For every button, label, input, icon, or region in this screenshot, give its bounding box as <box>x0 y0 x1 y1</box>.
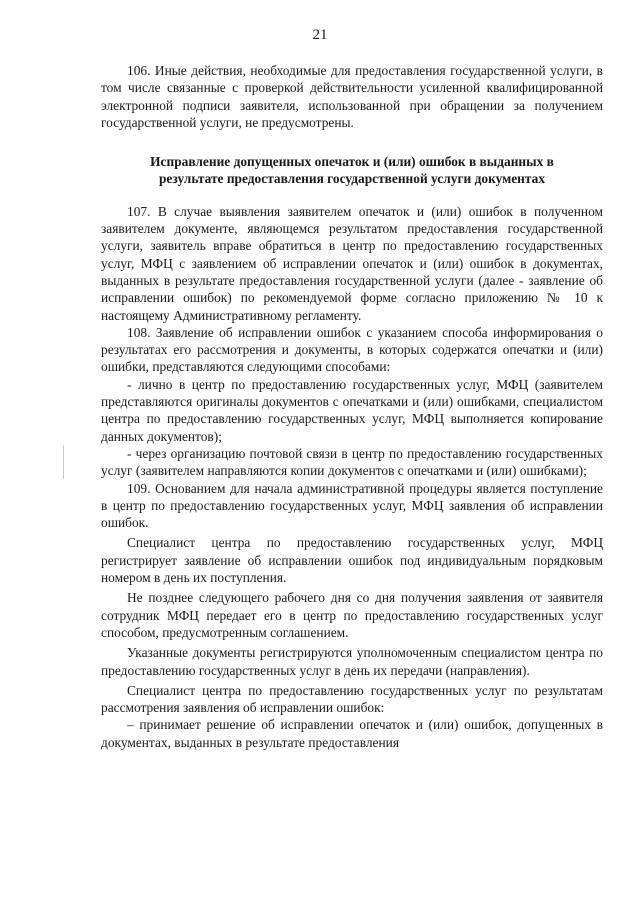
paragraph-specialist-review: Специалист центра по предоставлению государственных услуг по результатам рассмотрения заявления об исправлении ошибок: <box>101 682 603 716</box>
paragraph-transfer: Не позднее следующего рабочего дня со дня получения заявления от заявителя сотрудник МФЦ передает его в центр по предоставлению государственных услуг способом, предусмотренным соглашением. <box>101 590 603 640</box>
paragraph-108: 108. Заявление об исправлении ошибок с указанием способа информирования о результатах его рассмотрения и документы, в которых содержатся опечатки и (или) ошибки, представляются следующими способами: <box>101 324 603 375</box>
scan-margin-mark <box>63 445 64 479</box>
paragraph-107: 107. В случае выявления заявителем опечаток и (или) ошибок в полученном заявителем документе, являющемся результатом предоставления государственной услуги, заявитель вправе обратиться в центр по предоставлению государственных услуг, МФЦ с заявлением об исправлении опечаток и (или) ошибок в документах, выданных в результате предоставления государственной услуги (далее - заявление об исправлении ошибок) по рекомендуемой форме согласно приложению № 10 к настоящему Административному регламенту. <box>101 203 603 323</box>
paragraph-109: 109. Основанием для начала административной процедуры является поступление в центр по предоставлению государственных услуг, МФЦ заявления об исправлении ошибок. <box>101 480 603 531</box>
section-heading: Исправление допущенных опечаток и (или) ошибок в выданных в результате предоставления государственной услуги документах <box>150 154 554 187</box>
list-item: - лично в центр по предоставлению государственных услуг, МФЦ (заявителем представляются оригиналы документов с опечатками и (или) ошибками, специалистом центра по предоставлению государственных услуг, МФЦ выполняется копирование данных документов); <box>101 376 603 445</box>
submission-methods-list <box>101 376 603 480</box>
document-body <box>101 62 603 751</box>
paragraph-registration: Специалист центра по предоставлению государственных услуг, МФЦ регистрирует заявление об исправлении ошибок под индивидуальным порядковым номером в день их поступления. <box>101 535 603 586</box>
paragraph-documents-registration: Указанные документы регистрируются уполномоченным специалистом центра по предоставлению государственных услуг в день их передачи (направления). <box>101 645 603 678</box>
list-item: - через организацию почтовой связи в центр по предоставлению государственных услуг (заявителем направляются копии документов с опечатками и (или) ошибками); <box>101 445 603 480</box>
paragraph-106: 106. Иные действия, необходимые для предоставления государственной услуги, в том числе связанные с проверкой действительности усиленной квалифицированной электронной подписи заявителя, использованной при обращении за получением государственной услуги, не предусмотрены. <box>101 63 603 130</box>
paragraph-decision: – принимает решение об исправлении опечаток и (или) ошибок, допущенных в документах, выданных в результате предоставления <box>101 717 603 750</box>
page-number: 21 <box>312 27 328 43</box>
